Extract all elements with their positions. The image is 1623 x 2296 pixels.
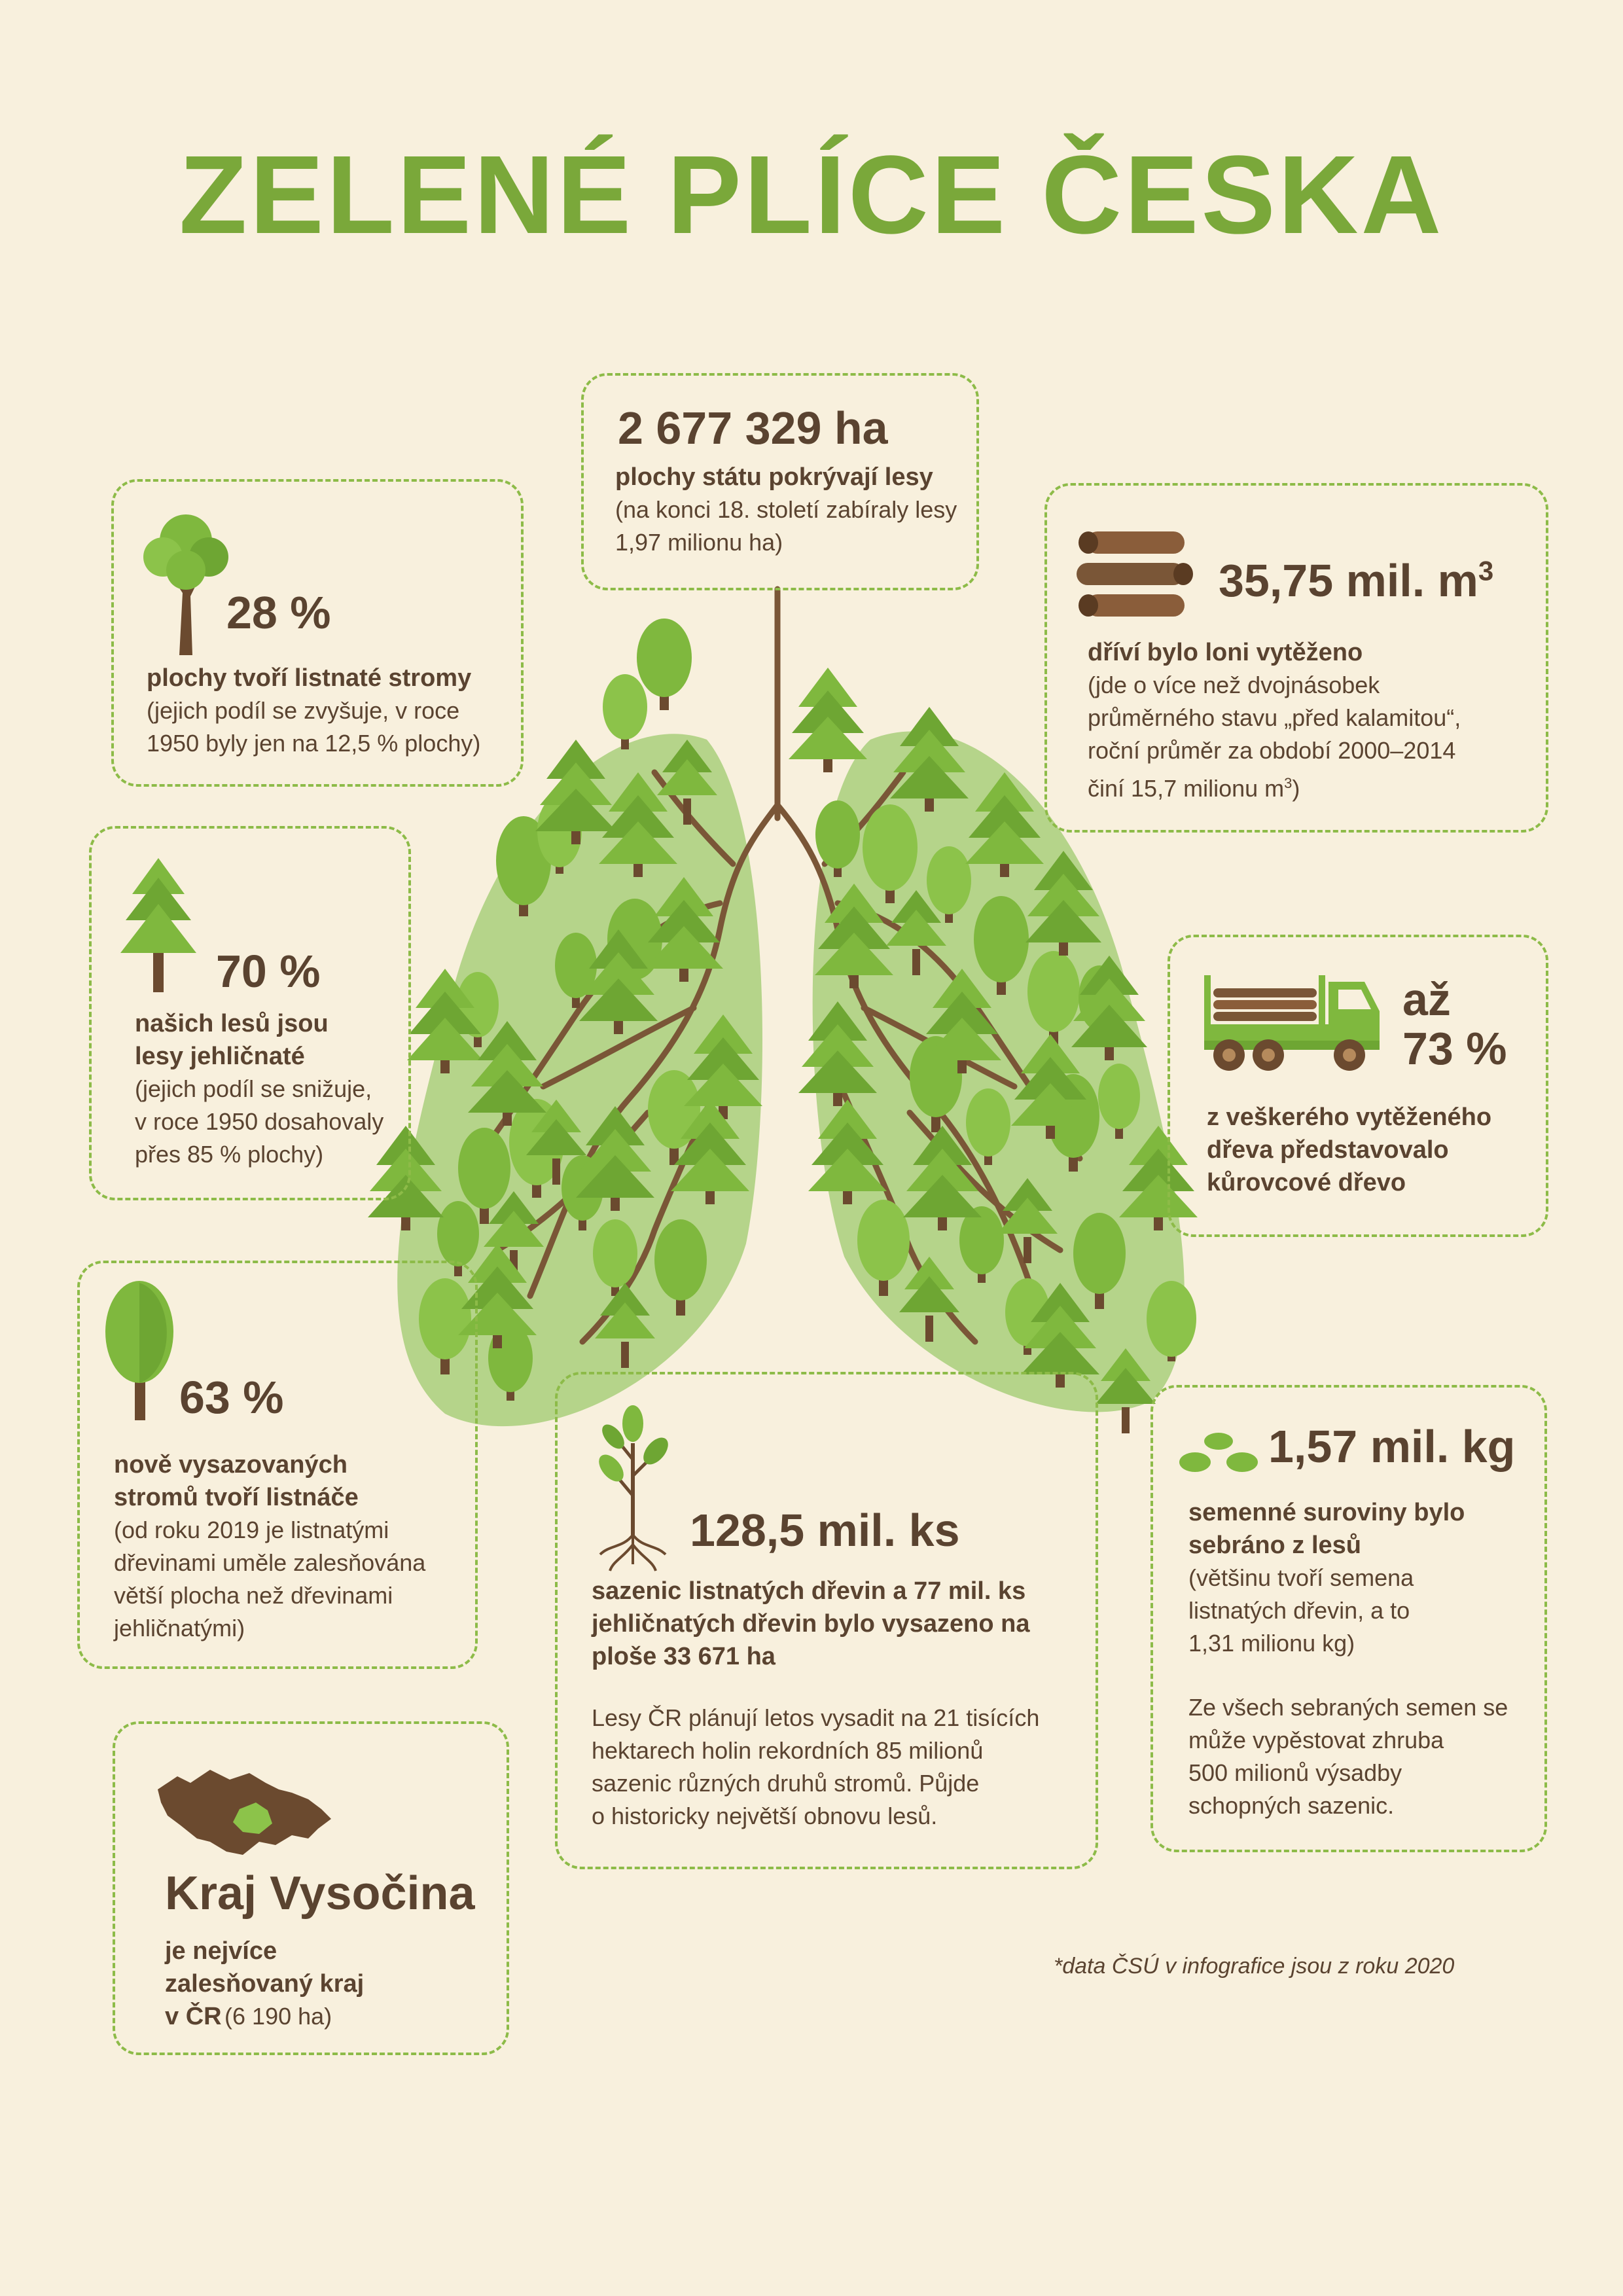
- timber-text4: [1088, 767, 1300, 805]
- bark-beetle-box: [1168, 935, 1548, 1237]
- timber-text4-end: ): [1292, 775, 1300, 802]
- timber-text3: roční průměr za období 2000–2014: [1088, 737, 1456, 764]
- new-planted-bold1: nově vysazovaných: [114, 1451, 348, 1479]
- page-title: ZELENÉ PLÍCE ČESKA: [179, 133, 1444, 257]
- seedlings-bold3: ploše 33 671 ha: [592, 1643, 776, 1670]
- young-tree-icon: [103, 1283, 175, 1420]
- deciduous-text1: (jejich podíl se zvyšuje, v roce: [147, 697, 460, 724]
- seedlings-bold2: jehličnatých dřevin bylo vysazeno na: [592, 1610, 1030, 1638]
- new-planted-value: 63 %: [179, 1372, 284, 1423]
- seeds-bold1: semenné suroviny bylo: [1188, 1499, 1465, 1526]
- timber-value: [1219, 554, 1493, 607]
- seeds-text2: listnatých dřevin, a to: [1188, 1597, 1410, 1624]
- coniferous-box: [89, 826, 411, 1200]
- region-line3: [165, 2000, 332, 2033]
- seeds-text7: schopných sazenic.: [1188, 1792, 1395, 1819]
- coniferous-text1: (jejich podíl se snižuje,: [135, 1075, 372, 1102]
- timber-box: [1044, 483, 1548, 833]
- region-bold2: zalesňovaný kraj: [165, 1970, 365, 1998]
- seeds-icon: [1179, 1431, 1258, 1477]
- seedlings-bold1: sazenic listnatých dřevin a 77 mil. ks: [592, 1577, 1026, 1605]
- logs-icon: [1077, 531, 1194, 620]
- seedlings-text2: hektarech holin rekordních 85 milionů: [592, 1737, 984, 1764]
- forest-area-value: 2 677 329 ha: [618, 403, 888, 454]
- region-bold1: je nejvíce: [165, 1937, 277, 1965]
- czech-map-icon: [151, 1763, 334, 1861]
- timber-text2: průměrného stavu „před kalamitou“,: [1088, 704, 1461, 731]
- seeds-text4: Ze všech sebraných semen se: [1188, 1694, 1508, 1721]
- seeds-text6: 500 milionů výsadby: [1188, 1759, 1402, 1786]
- new-planted-text3: větší plocha než dřevinami: [114, 1582, 393, 1609]
- deciduous-tree-icon: [143, 508, 228, 655]
- seeds-text1: (většinu tvoří semena: [1188, 1564, 1414, 1591]
- region-text: (6 190 ha): [224, 2003, 332, 2030]
- timber-text4-main: činí 15,7 milionu m: [1088, 775, 1285, 802]
- region-bold3: v ČR: [165, 2003, 222, 2030]
- timber-bold: dříví bylo loni vytěženo: [1088, 639, 1363, 666]
- conifer-tree-icon: [119, 858, 198, 992]
- deciduous-box: [111, 479, 524, 787]
- timber-value-number: 35,75 mil. m: [1219, 555, 1478, 606]
- seedlings-text3: sazenic různých druhů stromů. Půjde: [592, 1770, 980, 1797]
- forest-area-text1: (na konci 18. století zabíraly lesy: [615, 496, 957, 523]
- bark-beetle-value2: 73 %: [1402, 1023, 1507, 1074]
- bark-beetle-bold2: dřeva představovalo: [1207, 1136, 1449, 1164]
- seedlings-value: 128,5 mil. ks: [690, 1505, 960, 1556]
- timber-text4-sup: 3: [1284, 775, 1293, 791]
- seedlings-box: [555, 1372, 1098, 1869]
- truck-icon: [1204, 975, 1381, 1073]
- new-planted-text2: dřevinami uměle zalesňována: [114, 1549, 426, 1576]
- sapling-icon: [597, 1397, 669, 1574]
- forest-area-bold: plochy státu pokrývají lesy: [615, 463, 933, 491]
- new-planted-text1: (od roku 2019 je listnatými: [114, 1516, 389, 1543]
- deciduous-text2: 1950 byly jen na 12,5 % plochy): [147, 730, 481, 757]
- timber-text1: (jde o více než dvojnásobek: [1088, 672, 1380, 698]
- coniferous-bold1: našich lesů jsou: [135, 1010, 329, 1037]
- region-box: [113, 1721, 509, 2055]
- new-planted-bold2: stromů tvoří listnáče: [114, 1484, 359, 1511]
- seeds-bold2: sebráno z lesů: [1188, 1532, 1361, 1559]
- bark-beetle-value1: až: [1402, 974, 1451, 1025]
- forest-area-text2: 1,97 milionu ha): [615, 529, 783, 556]
- deciduous-value: 28 %: [226, 587, 331, 638]
- timber-value-sup: 3: [1478, 555, 1494, 586]
- region-name: Kraj Vysočina: [165, 1867, 475, 1920]
- seeds-text5: může vypěstovat zhruba: [1188, 1727, 1444, 1753]
- bark-beetle-bold1: z veškerého vytěženého: [1207, 1103, 1492, 1131]
- seeds-value: 1,57 mil. kg: [1268, 1421, 1516, 1472]
- coniferous-text3: přes 85 % plochy): [135, 1141, 324, 1168]
- coniferous-text2: v roce 1950 dosahovaly: [135, 1108, 384, 1135]
- coniferous-value: 70 %: [216, 946, 321, 997]
- coniferous-bold2: lesy jehličnaté: [135, 1043, 305, 1070]
- seeds-text3: 1,31 milionu kg): [1188, 1630, 1355, 1657]
- deciduous-bold: plochy tvoří listnaté stromy: [147, 664, 472, 692]
- footnote: *data ČSÚ v infografice jsou z roku 2020: [1054, 1954, 1455, 1979]
- seedlings-text1: Lesy ČR plánují letos vysadit na 21 tisících: [592, 1704, 1040, 1731]
- new-planted-box: [77, 1261, 478, 1669]
- new-planted-text4: jehličnatými): [114, 1615, 245, 1641]
- seedlings-text4: o historicky největší obnovu lesů.: [592, 1803, 938, 1829]
- seeds-box: [1150, 1385, 1547, 1852]
- forest-area-box: [581, 373, 979, 590]
- bark-beetle-bold3: kůrovcové dřevo: [1207, 1169, 1406, 1196]
